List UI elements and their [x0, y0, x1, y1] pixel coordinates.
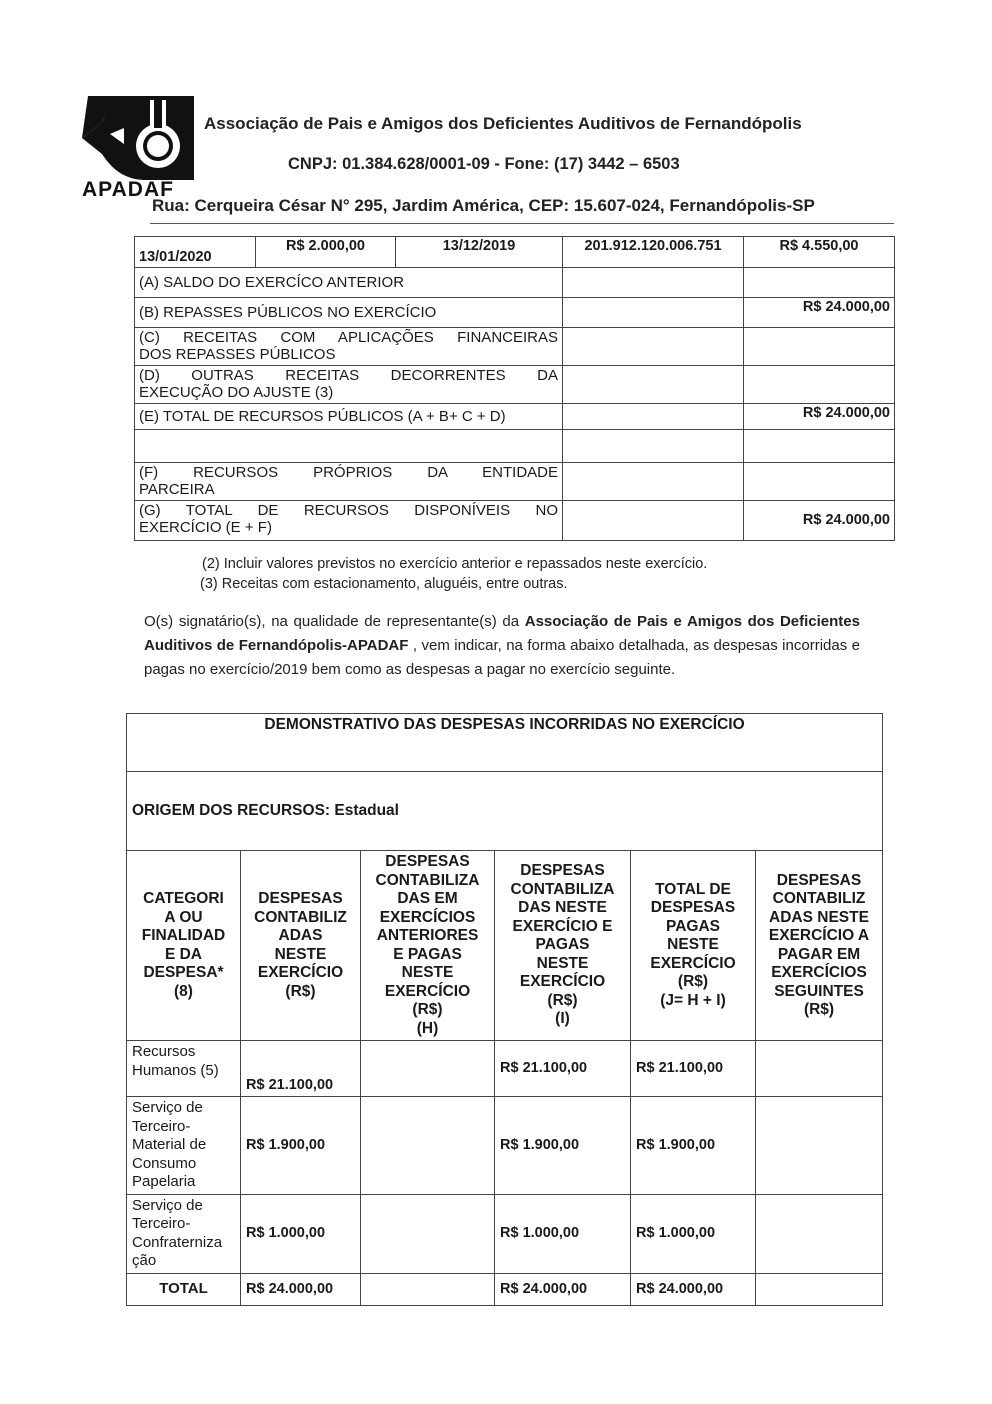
table-row — [127, 772, 883, 851]
header-line: A OU — [164, 908, 203, 926]
table-row — [135, 463, 895, 501]
header-line: CONTABILIZ — [772, 890, 866, 907]
category-line: Confraterniza — [132, 1233, 223, 1251]
header-line: TOTAL DE — [655, 880, 731, 898]
cell-date2: 13/12/2019 — [396, 237, 563, 268]
header-line: EXERCÍCIO A — [768, 927, 870, 944]
row-value: R$ 24.000,00 — [744, 501, 895, 541]
empty-cell — [563, 298, 744, 328]
category-cell — [127, 1194, 241, 1273]
value-cell: R$ 1.000,00 — [631, 1194, 756, 1273]
org-name: Associação de Pais e Amigos dos Deficientes Auditivos de Fernandópolis — [204, 114, 802, 133]
category-line: ção — [132, 1252, 157, 1269]
row-label: (A) SALDO DO EXERCÍCO ANTERIOR — [135, 268, 563, 298]
cell-number: 201.912.120.006.751 — [563, 237, 744, 268]
header-line: CONTABILIZ — [254, 908, 347, 926]
header-line: CATEGORI — [143, 890, 224, 907]
value-cell: R$ 1.900,00 — [631, 1097, 756, 1195]
row-label-line: EXERCÍCIO (E + F) — [139, 519, 272, 536]
column-header-total-paid — [631, 851, 756, 1041]
empty-cell — [563, 366, 744, 404]
empty-cell — [135, 430, 563, 463]
empty-cell — [563, 404, 744, 430]
category-line: Serviço de — [132, 1099, 203, 1116]
value-cell — [361, 1194, 495, 1273]
cnpj-phone: CNPJ: 01.384.628/0001-09 - Fone: (17) 3442 – 6503 — [288, 155, 680, 173]
category-line: Terceiro- — [132, 1215, 191, 1232]
header-line: DESPESAS — [258, 890, 343, 907]
header-line: (R$) — [547, 991, 578, 1009]
row-label — [135, 366, 563, 404]
cell-amount: R$ 2.000,00 — [256, 237, 396, 268]
table-row — [135, 328, 895, 366]
row-value — [744, 328, 895, 366]
header-line: E DA — [164, 945, 203, 963]
total-row — [127, 1273, 883, 1305]
value-cell — [361, 1097, 495, 1195]
header-line: FINALIDAD — [141, 927, 226, 944]
table-row — [127, 1194, 883, 1273]
category-line: Material de — [132, 1136, 207, 1153]
row-label-line: (D) OUTRAS RECEITAS DECORRENTES DA — [139, 367, 558, 384]
cell-amount2: R$ 4.550,00 — [744, 237, 895, 268]
paragraph-text: , vem indicar, na forma abaixo detalhada, as despesas incorridas e pagas no exercício/2019 bem como as despesas a pagar no exercício seguinte. — [144, 637, 860, 678]
row-label-line: PARCEIRA — [139, 481, 215, 498]
column-header-to-pay — [756, 851, 883, 1041]
row-label-line: EXECUÇÃO DO AJUSTE (3) — [139, 384, 334, 401]
header-line: EXERCÍCIO — [257, 964, 344, 981]
value-cell — [756, 1194, 883, 1273]
header-line: (H) — [416, 1019, 439, 1037]
header-line: E PAGAS — [393, 945, 462, 963]
header-line: NESTE — [667, 936, 719, 954]
total-value — [361, 1273, 495, 1305]
total-value: R$ 24.000,00 — [631, 1273, 756, 1305]
row-label: (B) REPASSES PÚBLICOS NO EXERCÍCIO — [135, 298, 563, 328]
row-label: (E) TOTAL DE RECURSOS PÚBLICOS (A + B+ C + D) — [135, 404, 563, 430]
declaration-paragraph — [144, 610, 860, 682]
table-row — [135, 404, 895, 430]
header-line: DESPESAS — [385, 853, 470, 870]
header-line: EXERCÍCIO — [519, 973, 606, 991]
value-cell — [361, 1041, 495, 1097]
row-label — [135, 501, 563, 541]
header-line: ADAS — [278, 927, 323, 944]
value-cell: R$ 1.000,00 — [241, 1194, 361, 1273]
header-line: PAGAS — [666, 917, 720, 935]
value-cell — [756, 1097, 883, 1195]
total-value: R$ 24.000,00 — [495, 1273, 631, 1305]
table-row — [135, 298, 895, 328]
table-title: DEMONSTRATIVO DAS DESPESAS INCORRIDAS NO EXERCÍCIO — [127, 714, 883, 772]
empty-cell — [563, 268, 744, 298]
resource-origin: ORIGEM DOS RECURSOS: Estadual — [127, 772, 883, 851]
row-label-line: DOS REPASSES PÚBLICOS — [139, 346, 336, 363]
column-header-current-paid — [495, 851, 631, 1041]
header-line: ADAS NESTE — [769, 908, 869, 926]
summary-table — [134, 236, 895, 541]
category-line: Consumo — [132, 1154, 197, 1172]
row-label-line: (G) TOTAL DE RECURSOS DISPONÍVEIS NO — [139, 502, 558, 519]
row-label — [135, 328, 563, 366]
table-row — [127, 1097, 883, 1195]
row-value — [744, 463, 895, 501]
header-line: (I) — [555, 1010, 570, 1028]
category-line: Serviço de — [132, 1196, 203, 1214]
header-line: (R$) — [412, 1001, 443, 1018]
empty-cell — [563, 463, 744, 501]
category-cell — [127, 1097, 241, 1195]
empty-cell — [563, 430, 744, 463]
header-line: (R$) — [803, 1001, 835, 1018]
header-line: EXERCÍCIOS — [771, 964, 867, 981]
total-value: R$ 24.000,00 — [241, 1273, 361, 1305]
header-line: NESTE — [274, 945, 327, 963]
header-line: DESPESA* — [143, 964, 224, 981]
header-line: EXERCÍCIO — [650, 954, 736, 972]
footnote-2: (2) Incluir valores previstos no exercício anterior e repassados neste exercício. — [202, 556, 708, 572]
table-row — [135, 430, 895, 463]
footnote-3: (3) Receitas com estacionamento, aluguéis, entre outras. — [200, 576, 568, 592]
header-line: SEGUINTES — [774, 982, 864, 1000]
header-line: (R$) — [285, 982, 316, 1000]
header-line: PAGAR EM — [777, 945, 861, 963]
header-line: EXERCÍCIO — [384, 982, 471, 1000]
category-line: Terceiro- — [132, 1117, 191, 1135]
header-line: CONTABILIZA — [375, 871, 480, 889]
column-header-category — [127, 851, 241, 1041]
header-line: PAGAS — [535, 936, 590, 954]
header-line: ANTERIORES — [376, 927, 479, 944]
empty-cell — [744, 430, 895, 463]
total-label: TOTAL — [127, 1273, 241, 1305]
category-cell — [127, 1041, 241, 1097]
expenses-table — [126, 713, 883, 1306]
table-row — [135, 237, 895, 268]
row-value: R$ 24.000,00 — [744, 298, 895, 328]
category-line: Papelaria — [132, 1173, 196, 1190]
category-line: Recursos — [132, 1043, 196, 1060]
value-cell: R$ 21.100,00 — [241, 1041, 361, 1097]
value-cell: R$ 1.000,00 — [495, 1194, 631, 1273]
header-line: EXERCÍCIO E — [512, 917, 613, 935]
header-line: EXERCÍCIOS — [379, 908, 476, 926]
value-cell: R$ 21.100,00 — [495, 1041, 631, 1097]
table-header-row — [127, 851, 883, 1041]
header-line: (8) — [174, 982, 193, 1000]
column-header-previous — [361, 851, 495, 1041]
category-line: Humanos (5) — [132, 1061, 219, 1079]
header-line: NESTE — [401, 964, 454, 981]
cell-date: 13/01/2020 — [135, 237, 256, 268]
row-value — [744, 366, 895, 404]
header-line: DAS NESTE — [518, 899, 607, 917]
value-cell: R$ 21.100,00 — [631, 1041, 756, 1097]
header-divider — [150, 223, 894, 224]
paragraph-org-name: Associação de Pais e Amigos dos Deficientes Auditivos de Fernandópolis-APADAF — [144, 613, 860, 654]
address: Rua: Cerqueira César N° 295, Jardim América, CEP: 15.607-024, Fernandópolis-SP — [152, 196, 815, 215]
value-cell: R$ 1.900,00 — [241, 1097, 361, 1195]
header-line: DAS EM — [397, 890, 458, 907]
header-line: NESTE — [536, 954, 589, 972]
value-cell: R$ 1.900,00 — [495, 1097, 631, 1195]
header-line: CONTABILIZA — [510, 880, 615, 898]
header-line: DESPESAS — [650, 899, 736, 917]
row-label — [135, 463, 563, 501]
value-cell — [756, 1041, 883, 1097]
header-line: (J= H + I) — [660, 991, 726, 1009]
column-header-recorded — [241, 851, 361, 1041]
empty-cell — [563, 328, 744, 366]
header-line: DESPESAS — [520, 862, 605, 880]
logo-text: APADAF — [82, 178, 174, 201]
header-line: (R$) — [677, 973, 709, 991]
table-row — [135, 268, 895, 298]
total-value — [756, 1273, 883, 1305]
row-label-line: (F) RECURSOS PRÓPRIOS DA ENTIDADE — [139, 464, 558, 481]
row-value — [744, 268, 895, 298]
table-row — [135, 501, 895, 541]
table-row — [135, 366, 895, 404]
paragraph-text: O(s) signatário(s), na qualidade de representante(s) da — [144, 613, 525, 630]
header-line: DESPESAS — [776, 871, 862, 889]
empty-cell — [563, 501, 744, 541]
row-label-line: (C) RECEITAS COM APLICAÇÕES FINANCEIRAS — [139, 329, 558, 346]
row-value: R$ 24.000,00 — [744, 404, 895, 430]
table-row — [127, 1041, 883, 1097]
table-row — [127, 714, 883, 772]
